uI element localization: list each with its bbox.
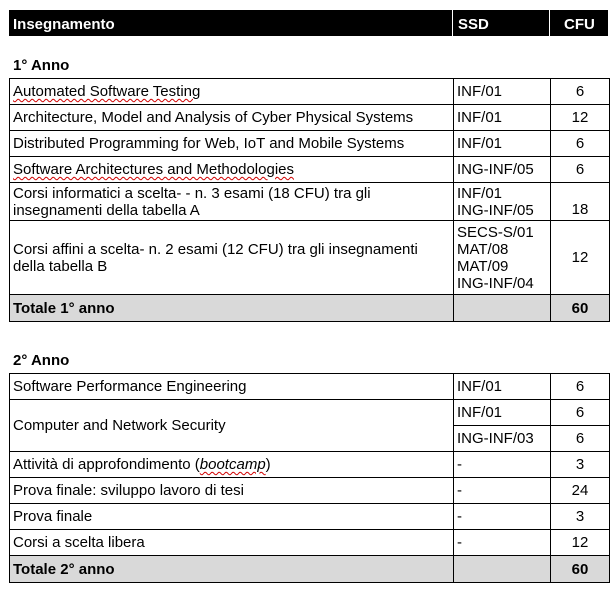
course-cfu: 12: [551, 530, 610, 556]
course-ssd: -: [454, 478, 551, 504]
course-name: Prova finale: sviluppo lavoro di tesi: [10, 478, 454, 504]
course-name: Computer and Network Security: [10, 400, 454, 452]
ssd-line: ING-INF/04: [457, 274, 534, 292]
course-name-line: Corsi affini a scelta- n. 2 esami (12 CFU) tra gli insegnamenti: [13, 240, 418, 258]
course-cfu: 24: [551, 478, 610, 504]
ssd-line: ING-INF/05: [457, 201, 534, 219]
table-row: [10, 452, 610, 478]
course-ssd: INF/01: [454, 400, 551, 426]
total-cfu: 60: [551, 556, 610, 583]
course-name: Architecture, Model and Analysis of Cyber Physical Systems: [10, 105, 454, 131]
table-row: [10, 400, 610, 426]
year1-table: [9, 78, 610, 322]
year2-title: 2° Anno: [13, 352, 70, 369]
total-row: [10, 556, 610, 583]
course-cfu: 6: [551, 374, 610, 400]
course-ssd: [454, 183, 551, 221]
header-divider: [452, 10, 453, 36]
total-ssd: [454, 295, 551, 322]
course-name-line: insegnamenti della tabella A: [13, 201, 200, 219]
course-cfu: 6: [551, 400, 610, 426]
header-cfu: CFU: [564, 16, 595, 33]
course-cfu: 6: [551, 426, 610, 452]
total-cfu: 60: [551, 295, 610, 322]
table-row: [10, 79, 610, 105]
total-label: Totale 2° anno: [10, 556, 454, 583]
course-name: Automated Software Testing: [10, 79, 454, 105]
course-cfu: 6: [551, 131, 610, 157]
table-row: [10, 504, 610, 530]
total-row: [10, 295, 610, 322]
course-cfu: 12: [551, 105, 610, 131]
ssd-line: MAT/08: [457, 240, 509, 258]
course-name-line: Corsi informatici a scelta- - n. 3 esami (18 CFU) tra gli: [13, 184, 371, 202]
course-cfu: 6: [551, 79, 610, 105]
course-ssd: INF/01: [454, 79, 551, 105]
course-cfu: 3: [551, 504, 610, 530]
table-row: [10, 530, 610, 556]
table-row: [10, 105, 610, 131]
header-insegnamento: Insegnamento: [13, 16, 115, 33]
course-name: Software Architectures and Methodologies: [10, 157, 454, 183]
course-name: Attività di approfondimento (bootcamp): [10, 452, 454, 478]
course-ssd: ING-INF/05: [454, 157, 551, 183]
course-ssd: [454, 221, 551, 295]
course-name: Software Performance Engineering: [10, 374, 454, 400]
course-ssd: INF/01: [454, 105, 551, 131]
year2-table: [9, 373, 610, 583]
course-cfu: 18: [551, 183, 610, 221]
course-name: [10, 221, 454, 295]
total-ssd: [454, 556, 551, 583]
total-label: Totale 1° anno: [10, 295, 454, 322]
course-ssd: -: [454, 452, 551, 478]
course-ssd: INF/01: [454, 374, 551, 400]
course-cfu: 12: [551, 221, 610, 295]
table-row: [10, 221, 610, 295]
ssd-line: MAT/09: [457, 257, 509, 275]
header-divider: [549, 10, 550, 36]
course-name: Corsi a scelta libera: [10, 530, 454, 556]
year1-title: 1° Anno: [13, 57, 70, 74]
course-name: [10, 183, 454, 221]
course-ssd: ING-INF/03: [454, 426, 551, 452]
table-row: [10, 183, 610, 221]
course-name: Distributed Programming for Web, IoT and Mobile Systems: [10, 131, 454, 157]
course-ssd: INF/01: [454, 131, 551, 157]
course-ssd: -: [454, 504, 551, 530]
course-cfu: 3: [551, 452, 610, 478]
course-name: Prova finale: [10, 504, 454, 530]
header-ssd: SSD: [458, 16, 489, 33]
course-ssd: -: [454, 530, 551, 556]
course-cfu: 6: [551, 157, 610, 183]
ssd-line: SECS-S/01: [457, 223, 534, 241]
table-row: [10, 374, 610, 400]
course-name-line: della tabella B: [13, 257, 108, 275]
table-row: [10, 478, 610, 504]
table-row: [10, 131, 610, 157]
table-row: [10, 157, 610, 183]
ssd-line: INF/01: [457, 184, 503, 202]
table-header: [9, 10, 608, 36]
